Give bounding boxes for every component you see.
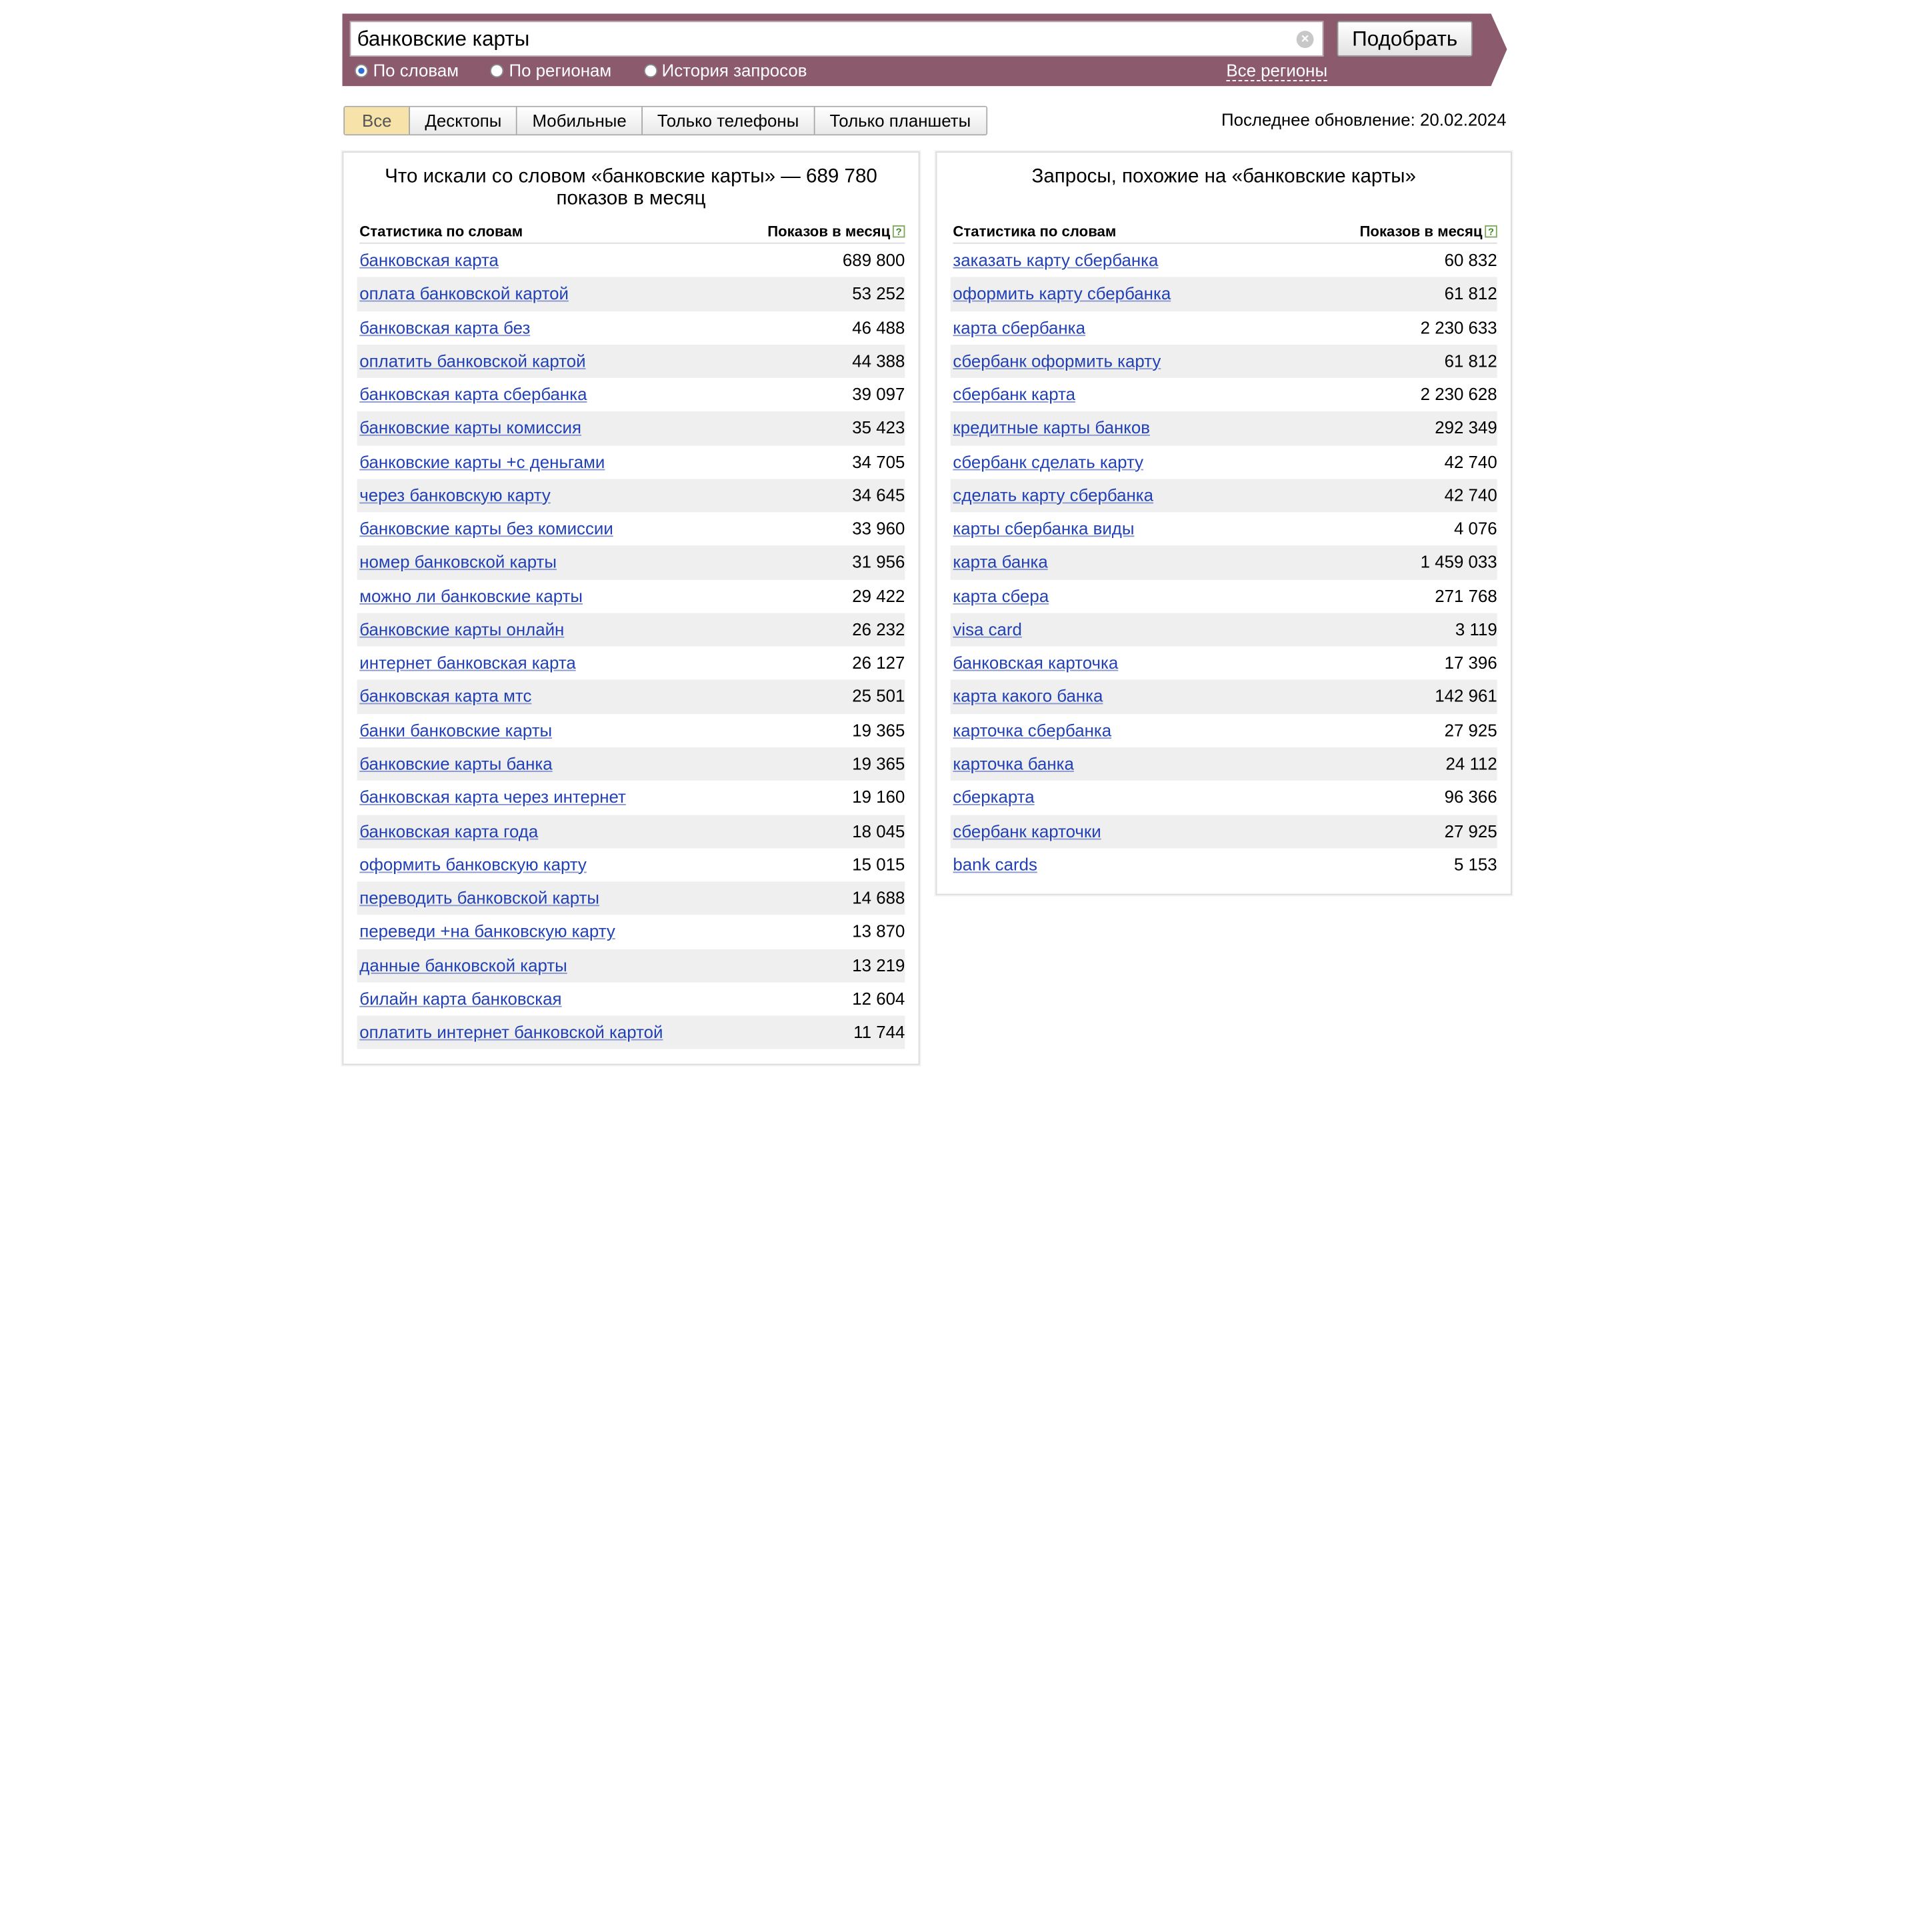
radio-icon[interactable] [355, 64, 368, 77]
table-row [357, 378, 905, 411]
impressions-count: 61 812 [1444, 283, 1497, 303]
search-mode-group [355, 60, 834, 80]
impressions-count: 18 045 [852, 820, 905, 841]
similar-queries-table [951, 244, 1497, 882]
impressions-count: 17 396 [1444, 653, 1497, 673]
table-row [951, 613, 1497, 647]
table-row [357, 915, 905, 949]
table-row [951, 411, 1497, 445]
impressions-count: 11 744 [853, 1022, 905, 1042]
table-row [357, 277, 905, 311]
table-row [357, 613, 905, 647]
table-row [951, 378, 1497, 411]
impressions-count: 13 870 [852, 921, 905, 941]
query-link[interactable]: заказать карту сбербанка [953, 249, 1159, 270]
impressions-count: 25 501 [852, 686, 905, 707]
table-row [951, 345, 1497, 378]
table-row [951, 747, 1497, 781]
similar-queries-panel [936, 151, 1512, 895]
impressions-count: 44 388 [852, 350, 905, 371]
query-link[interactable]: банковские карты без комиссии [359, 518, 613, 539]
submit-button[interactable]: Подобрать [1337, 21, 1473, 57]
query-link[interactable]: сбербанк карточки [953, 820, 1101, 841]
panel-title: Что искали со словом «банковские карты» — 689 780 показов в месяц [385, 166, 877, 209]
query-link[interactable]: оформить карту сбербанка [953, 283, 1171, 303]
mode-label: По регионам [509, 60, 612, 81]
help-icon[interactable]: ? [893, 225, 905, 237]
query-link[interactable]: оплата банковской картой [359, 283, 569, 303]
table-row [357, 647, 905, 680]
column-query-header: Статистика по словам [953, 223, 1117, 241]
impressions-count: 19 365 [852, 753, 905, 773]
word-stats-table [357, 244, 905, 1049]
impressions-count: 142 961 [1435, 686, 1497, 707]
table-row [357, 546, 905, 579]
query-link[interactable]: банковские карты комиссия [359, 417, 582, 438]
clear-icon[interactable]: × [1297, 31, 1314, 48]
query-link[interactable]: можно ли банковские карты [359, 585, 583, 605]
query-link[interactable]: сделать карту сбербанка [953, 485, 1154, 505]
query-link[interactable]: банковская карта без [359, 317, 531, 337]
impressions-count: 12 604 [852, 988, 905, 1009]
table-row [951, 579, 1497, 613]
query-link[interactable]: карты сбербанка виды [953, 518, 1135, 539]
impressions-count: 33 960 [852, 518, 905, 539]
query-link[interactable]: карточка сбербанка [953, 719, 1112, 740]
impressions-count: 15 015 [852, 854, 905, 874]
query-link[interactable]: банковская карта через интернет [359, 787, 626, 807]
column-count-label: Показов в месяц [767, 223, 891, 241]
query-link[interactable]: банковская карта года [359, 820, 539, 841]
query-link[interactable]: сбербанк карта [953, 384, 1076, 404]
table-header [953, 223, 1497, 243]
tab-tablets-only[interactable]: Только планшеты [815, 107, 985, 135]
impressions-count: 60 832 [1444, 249, 1497, 270]
impressions-count: 42 740 [1444, 451, 1497, 471]
tab-desktops[interactable]: Десктопы [410, 107, 517, 135]
table-row [357, 345, 905, 378]
query-link[interactable]: оформить банковскую карту [359, 854, 587, 874]
impressions-count: 53 252 [852, 283, 905, 303]
column-count-label: Показов в месяц [1359, 223, 1483, 241]
impressions-count: 292 349 [1435, 417, 1497, 438]
query-link[interactable]: билайн карта банковская [359, 988, 562, 1009]
impressions-count: 19 160 [852, 787, 905, 807]
radio-icon[interactable] [491, 64, 504, 77]
mode-label: История запросов [661, 60, 807, 81]
table-row [951, 445, 1497, 479]
query-link[interactable]: данные банковской карты [359, 955, 567, 975]
table-row [951, 647, 1497, 680]
table-row [951, 244, 1497, 277]
query-link[interactable]: карта банка [953, 552, 1048, 572]
impressions-count: 46 488 [852, 317, 905, 337]
impressions-count: 34 705 [852, 451, 905, 471]
impressions-count: 29 422 [852, 585, 905, 605]
table-row [357, 881, 905, 915]
impressions-count: 61 812 [1444, 350, 1497, 371]
query-link[interactable]: номер банковской карты [359, 552, 557, 572]
column-query-header: Статистика по словам [359, 223, 523, 241]
table-row [951, 781, 1497, 814]
query-link[interactable]: bank cards [953, 854, 1037, 874]
table-row [951, 512, 1497, 545]
table-row [357, 411, 905, 445]
table-row [357, 479, 905, 512]
query-link[interactable]: банковская карточка [953, 653, 1119, 673]
column-count-header [1360, 223, 1497, 240]
query-link[interactable]: переведи +на банковскую карту [359, 921, 615, 941]
device-tabs [343, 106, 987, 135]
table-row [951, 848, 1497, 881]
column-count-header [767, 223, 905, 240]
table-row [951, 546, 1497, 579]
tab-mobile[interactable]: Мобильные [517, 107, 642, 135]
word-stats-panel [342, 151, 919, 1065]
query-link[interactable]: сбербанк сделать карту [953, 451, 1144, 471]
impressions-count: 35 423 [852, 417, 905, 438]
impressions-count: 689 800 [842, 249, 905, 270]
query-link[interactable]: банковские карты онлайн [359, 619, 565, 639]
last-update-text: Последнее обновление: 20.02.2024 [1221, 109, 1507, 129]
table-row [357, 311, 905, 344]
table-row [357, 445, 905, 479]
query-link[interactable]: карта сбербанка [953, 317, 1085, 337]
impressions-count: 14 688 [852, 887, 905, 908]
query-link[interactable]: банковская карта [359, 249, 499, 270]
query-link[interactable]: банковские карты банка [359, 753, 553, 773]
radio-icon[interactable] [643, 64, 657, 77]
impressions-count: 1 459 033 [1420, 552, 1497, 572]
query-link[interactable]: карта какого банка [953, 686, 1103, 707]
query-link[interactable]: переводить банковской карты [359, 887, 600, 908]
query-link[interactable]: сбербанк оформить карту [953, 350, 1161, 371]
table-row [357, 848, 905, 881]
table-row [951, 815, 1497, 848]
table-row [357, 815, 905, 848]
impressions-count: 39 097 [852, 384, 905, 404]
query-link[interactable]: оплатить банковской картой [359, 350, 586, 371]
query-link[interactable]: банковская карта сбербанка [359, 384, 587, 404]
table-row [357, 781, 905, 814]
query-link[interactable]: кредитные карты банков [953, 417, 1150, 438]
help-icon[interactable]: ? [1485, 225, 1497, 237]
impressions-count: 271 768 [1435, 585, 1497, 605]
impressions-count: 26 232 [852, 619, 905, 639]
mode-history[interactable] [643, 60, 807, 80]
query-link[interactable]: интернет банковская карта [359, 653, 576, 673]
table-row [357, 949, 905, 982]
impressions-count: 4 076 [1453, 518, 1497, 539]
table-row [951, 277, 1497, 311]
query-link[interactable]: visa card [953, 619, 1022, 639]
impressions-count: 2 230 633 [1420, 317, 1497, 337]
table-row [951, 311, 1497, 344]
query-link[interactable]: оплатить интернет банковской картой [359, 1022, 663, 1042]
tab-all[interactable]: Все [345, 107, 410, 135]
table-header [359, 223, 905, 243]
panel-title: Запросы, похожие на «банковские карты» [1031, 166, 1416, 187]
impressions-count: 27 925 [1444, 719, 1497, 740]
all-regions-link[interactable]: Все регионы [1226, 60, 1328, 81]
mode-by-words[interactable] [355, 60, 459, 80]
table-row [357, 244, 905, 277]
table-row [357, 982, 905, 1015]
impressions-count: 27 925 [1444, 820, 1497, 841]
query-link[interactable]: через банковскую карту [359, 485, 551, 505]
table-row [357, 680, 905, 713]
search-input[interactable] [349, 21, 1323, 57]
table-row [357, 747, 905, 781]
impressions-count: 5 153 [1453, 854, 1497, 874]
query-link[interactable]: банковские карты +с деньгами [359, 451, 605, 471]
impressions-count: 13 219 [852, 955, 905, 975]
table-row [951, 680, 1497, 713]
impressions-count: 34 645 [852, 485, 905, 505]
search-bar [342, 13, 1507, 86]
query-link[interactable]: банки банковские карты [359, 719, 553, 740]
tab-phones-only[interactable]: Только телефоны [643, 107, 815, 135]
query-link[interactable]: карта сбера [953, 585, 1049, 605]
mode-by-regions[interactable] [491, 60, 611, 80]
table-row [357, 1016, 905, 1049]
impressions-count: 3 119 [1455, 619, 1497, 639]
impressions-count: 19 365 [852, 719, 905, 740]
query-link[interactable]: банковская карта мтс [359, 686, 532, 707]
table-row [357, 579, 905, 613]
impressions-count: 42 740 [1444, 485, 1497, 505]
search-input-value: банковские карты [357, 27, 530, 51]
impressions-count: 96 366 [1444, 787, 1497, 807]
table-row [357, 512, 905, 545]
mode-label: По словам [373, 60, 459, 81]
table-row [357, 714, 905, 747]
table-row [951, 714, 1497, 747]
query-link[interactable]: сберкарта [953, 787, 1035, 807]
query-link[interactable]: карточка банка [953, 753, 1074, 773]
table-row [951, 479, 1497, 512]
impressions-count: 26 127 [852, 653, 905, 673]
impressions-count: 24 112 [1445, 753, 1497, 773]
impressions-count: 31 956 [852, 552, 905, 572]
impressions-count: 2 230 628 [1420, 384, 1497, 404]
